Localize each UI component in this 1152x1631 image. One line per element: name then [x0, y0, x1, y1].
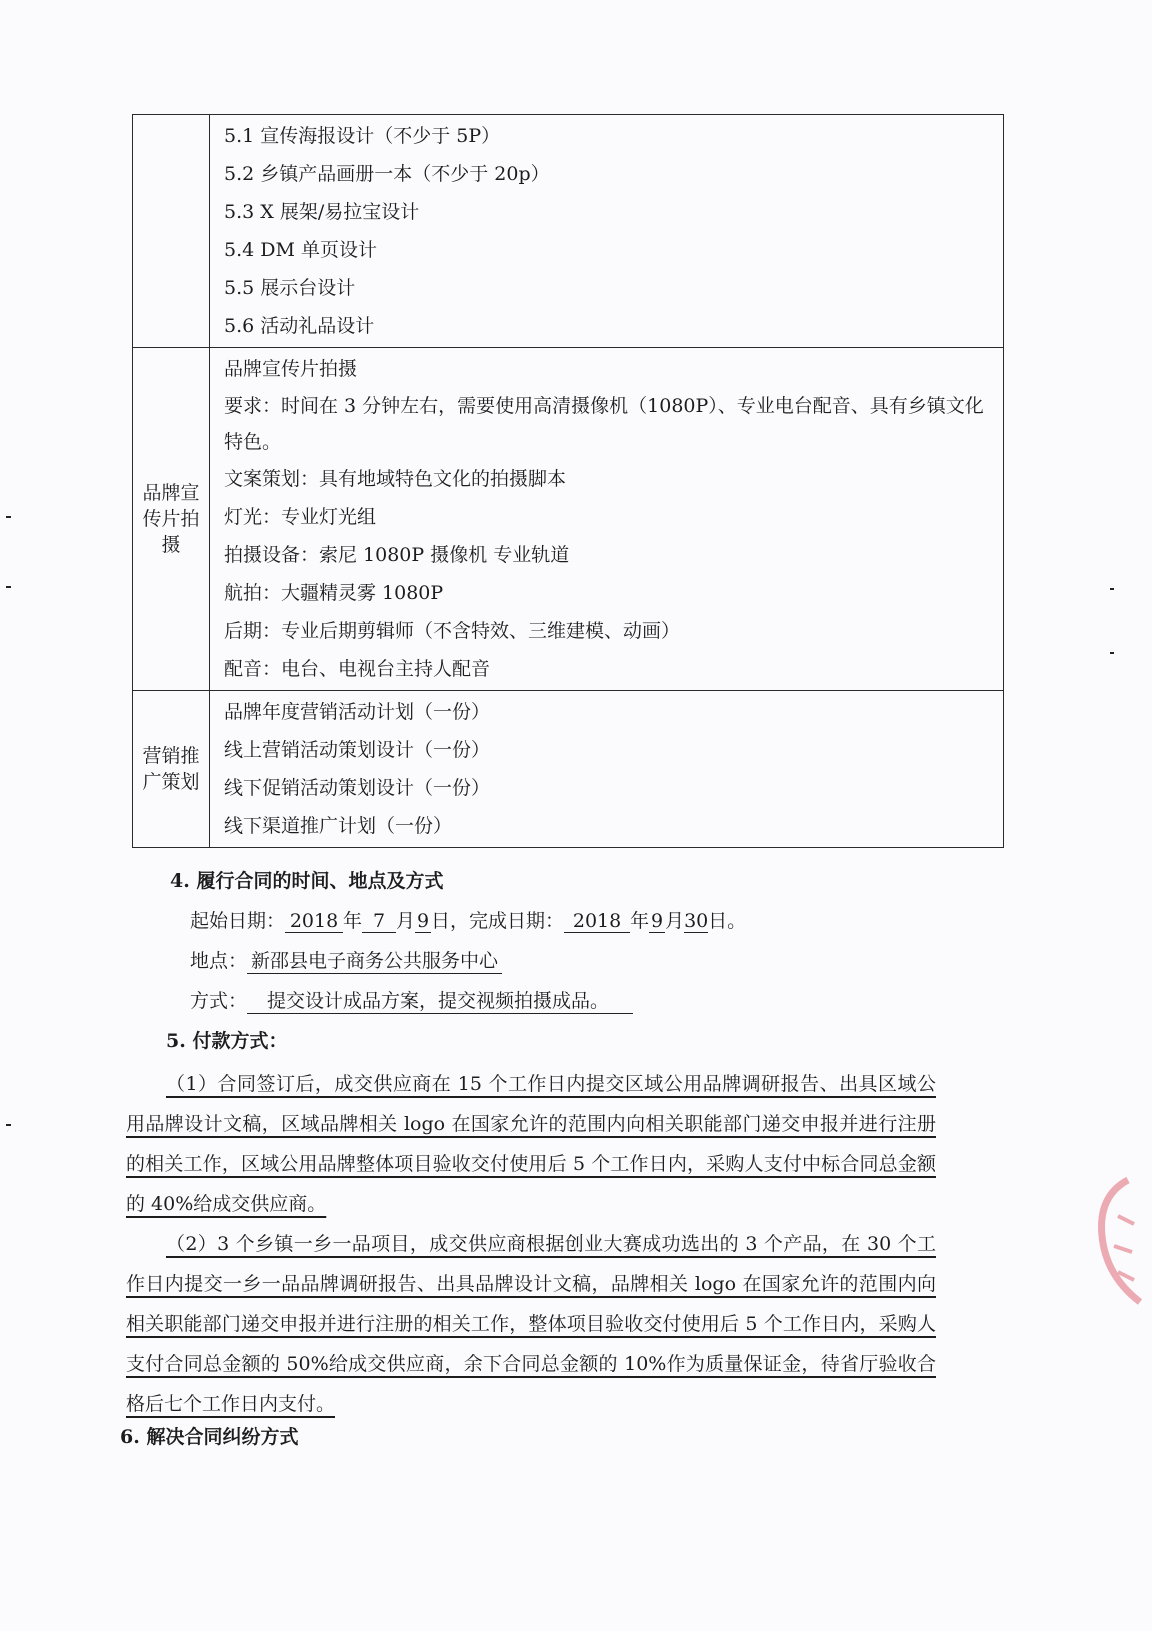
scan-speck: [6, 1124, 11, 1126]
list-item: 线上营销活动策划设计（一份）: [224, 739, 491, 761]
list-item: 品牌年度营销活动计划（一份）: [224, 701, 491, 723]
month-char: 月: [396, 910, 416, 932]
list-item: 要求：时间在 3 分钟左右，需要使用高清摄像机（1080P）、专业电台配音、具有乡镇文化特色。: [224, 395, 984, 453]
category-cell: 营销推广策划: [133, 691, 210, 848]
table-row: [133, 348, 1004, 691]
list-item: 配音：电台、电视台主持人配音: [224, 658, 491, 680]
seal-stamp-icon: [1088, 1176, 1148, 1306]
list-item: 文案策划：具有地域特色文化的拍摄脚本: [224, 468, 567, 490]
start-month: 7: [362, 910, 396, 933]
list-item: 拍摄设备：索尼 1080P 摄像机 专业轨道: [224, 544, 570, 566]
list-item: 品牌宣传片拍摄: [224, 358, 358, 380]
list-item: 灯光：专业灯光组: [224, 506, 377, 528]
list-item: 5.6 活动礼品设计: [224, 315, 375, 337]
end-month: 9: [651, 910, 664, 932]
month-char: 月: [665, 910, 685, 932]
list-item: 线下渠道推广计划（一份）: [224, 815, 453, 837]
end-year: 2018: [564, 910, 630, 933]
table-row: [133, 691, 1004, 848]
list-item: 5.3 X 展架/易拉宝设计: [224, 201, 420, 223]
list-item: 5.2 乡镇产品画册一本（不少于 20p）: [224, 163, 550, 185]
end-day: 30: [684, 910, 709, 932]
section-6-title: 6. 解决合同纠纷方式: [120, 1426, 299, 1448]
section-4-title: 4. 履行合同的时间、地点及方式: [170, 870, 444, 892]
category-cell: [133, 115, 210, 348]
payment-paragraph-2: [126, 1224, 936, 1424]
table-row: [133, 115, 1004, 348]
payment-text-2: （2）3 个乡镇一乡一品项目，成交供应商根据创业大赛成功选出的 3 个产品，在 30 个工作日内提交一乡一品品牌调研报告、出具品牌设计文稿，品牌相关 logo 在国家允许的范围内向相关职能部门递交申报并进行注册的相关工作，整体项目验收交付使用后 5 个工作日内，采购人支付合同总金额的 50%给成交供应商，余下合同总金额的 10%作为质量保证金，待省厅验收合格后七个工作日内支付。: [126, 1233, 936, 1415]
list-item: 5.4 DM 单页设计: [224, 239, 377, 261]
method-line: [190, 986, 633, 1014]
method-value: 提交设计成品方案，提交视频拍摄成品。: [247, 986, 633, 1014]
spec-table: [132, 114, 1004, 848]
method-label: 方式：: [190, 990, 248, 1012]
year-char: 年: [343, 910, 363, 932]
items-cell: [210, 115, 1004, 348]
category-cell: 品牌宣传片拍摄: [133, 348, 210, 691]
section-5-title: 5. 付款方式：: [166, 1030, 288, 1052]
place-line: [190, 946, 502, 974]
list-item: 后期：专业后期剪辑师（不含特效、三维建模、动画）: [224, 620, 681, 642]
scan-speck: [1110, 652, 1114, 654]
scan-speck: [6, 516, 11, 518]
list-item: 5.1 宣传海报设计（不少于 5P）: [224, 125, 501, 147]
items-cell: [210, 691, 1004, 848]
payment-paragraph-1: [126, 1064, 936, 1224]
scan-speck: [6, 586, 11, 588]
items-cell: [210, 348, 1004, 691]
scan-speck: [1110, 588, 1114, 590]
list-item: 线下促销活动策划设计（一份）: [224, 777, 491, 799]
place-label: 地点：: [190, 950, 248, 972]
payment-text-1: （1）合同签订后，成交供应商在 15 个工作日内提交区域公用品牌调研报告、出具区域公用品牌设计文稿，区域品牌相关 logo 在国家允许的范围内向相关职能部门递交申报并进行注册的相关工作，区域公用品牌整体项目验收交付使用后 5 个工作日内，采购人支付中标合同总金额的 40%给成交供应商。: [126, 1073, 936, 1215]
list-item: 5.5 展示台设计: [224, 277, 356, 299]
end-day-char: 日。: [708, 910, 747, 932]
date-line: [190, 906, 746, 933]
year-char: 年: [630, 910, 650, 932]
start-label: 起始日期：: [190, 910, 286, 932]
end-label: 日，完成日期：: [431, 910, 565, 932]
place-value: 新邵县电子商务公共服务中心: [247, 946, 502, 974]
list-item: 航拍：大疆精灵雾 1080P: [224, 582, 444, 604]
start-day: 9: [417, 910, 430, 932]
start-year: 2018: [285, 910, 343, 933]
